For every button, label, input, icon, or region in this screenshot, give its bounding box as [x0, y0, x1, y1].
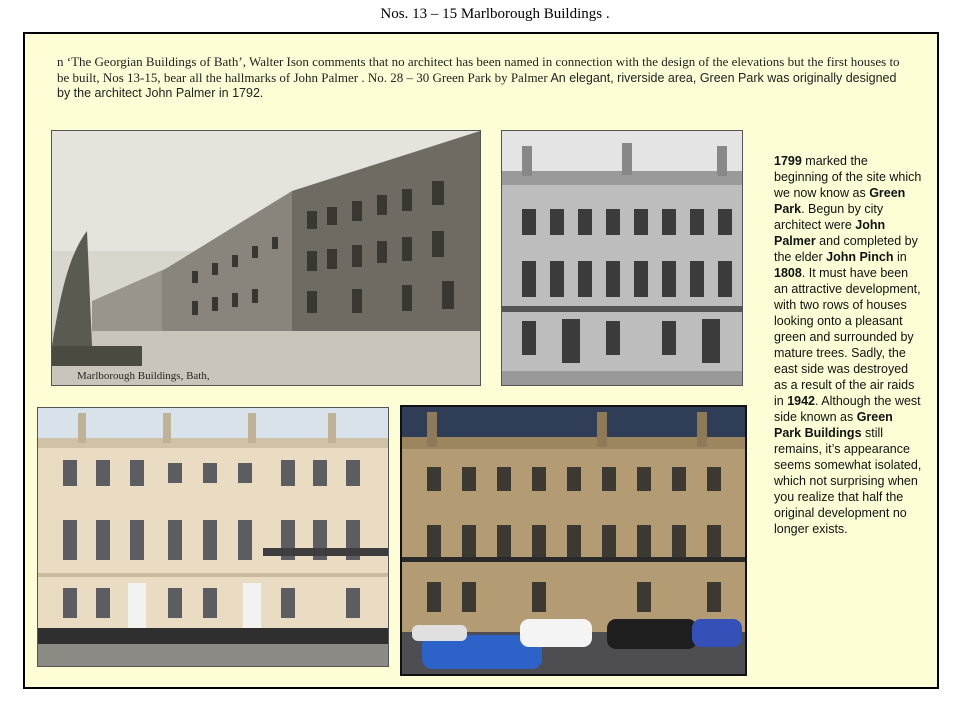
sidebar-text: marked the beginning of the site which we now know as — [774, 154, 922, 200]
green-park-buildings-name: Green Park Buildings — [774, 410, 893, 440]
postcard-photo — [51, 130, 481, 386]
green-park-name: Green Park — [774, 186, 906, 216]
history-sidebar — [774, 153, 922, 537]
postcard-caption: Marlborough Buildings, Bath, — [77, 370, 210, 382]
sidebar-text: . Begun by city architect were — [774, 202, 884, 232]
content-panel — [23, 32, 939, 689]
year-1799: 1799 — [774, 154, 802, 168]
sidebar-text: . Although the west side known as — [774, 394, 921, 424]
sidebar-text: and completed by the elder — [774, 234, 918, 264]
year-1942: 1942 — [787, 394, 816, 408]
modern-facade-photo — [37, 407, 389, 667]
sidebar-text: in — [893, 250, 907, 264]
year-1808: 1808 — [774, 266, 802, 280]
bw-facade-photo — [501, 130, 743, 386]
john-pinch-name: John Pinch — [826, 250, 894, 264]
street-view-photo — [400, 405, 747, 676]
intro-sans-text: An elegant, riverside area, Green Park was originally designed by the architect John Palmer in 1792. — [57, 71, 897, 100]
sidebar-text: still remains, it’s appearance seems somewhat isolated, which not surprising when you realize that half the original development no longer exists. — [774, 426, 922, 536]
intro-paragraph — [57, 54, 907, 101]
john-palmer-name: John Palmer — [774, 218, 886, 248]
page-title: Nos. 13 – 15 Marlborough Buildings . — [380, 6, 610, 22]
intro-serif-text: n ‘The Georgian Buildings of Bath’, Walter Ison comments that no architect has been named in connection with the design of the elevations but the first houses to be built, Nos 13-15, bear all the hallmarks of John Palmer . No. 28 – 30 Green Park by Palmer — [57, 54, 900, 85]
sidebar-text: . It must have been an attractive development, with two rows of houses looking onto a pleasant green and surrounded by mature trees. Sadly, the east side was destroyed as a result of the air raids in — [774, 266, 921, 408]
